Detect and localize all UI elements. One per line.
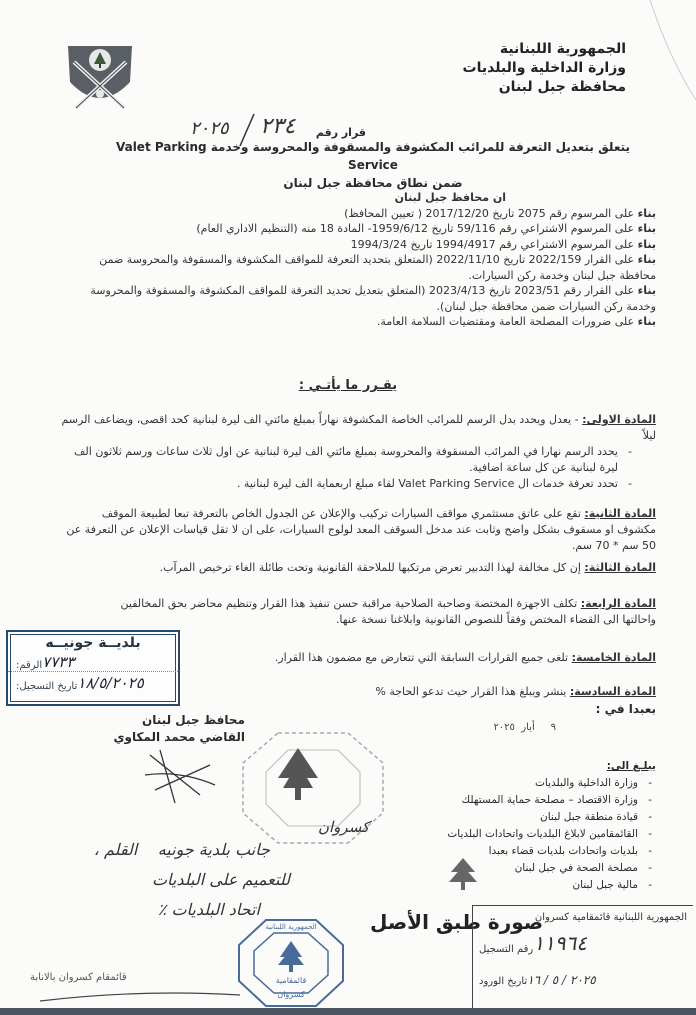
notify-item: - القائمقامين لابلاغ البلديات واتحادات البلديات bbox=[396, 826, 656, 843]
dated-day: ٩ bbox=[550, 722, 556, 733]
signatory-block bbox=[85, 712, 245, 746]
article-bullet: - تحدد تعرفة خدمات ال Valet Parking Service لقاء مبلغ اربعماية الف ليرة لبنانية . bbox=[60, 476, 636, 492]
article-bullet: - يحدد الرسم نهارا في المرائب المسقوفة والمحروسة بمبلغ مائتي الف ليرة لبنانية عن اول ثلاث ساعات ورسم ثلاثون الف ليرة لبنانية عن كل ساعة اضافية. bbox=[60, 444, 636, 476]
notify-item: - مصلحة الصحة في جبل لبنان bbox=[396, 860, 656, 877]
preamble-text: على القرار رقم 2023/51 تاريخ 2023/4/13 (المتعلق بتعديل تحديد التعرفة للمواقف المكشوفة والمسقوفة والمحروسة وخدمة ركن السيارات ضمن محافظة جبل لبنان). bbox=[90, 284, 656, 313]
preamble-intro: ان محافظ جبل لبنان bbox=[394, 191, 506, 204]
preamble bbox=[90, 190, 656, 330]
preamble-item bbox=[90, 314, 656, 330]
article-text: تقع على عاتق مستثمري مواقف السيارات تركيب والإعلان عن الجدول الخاص بالتعرفة تبعا لطبيعة الموقف مكشوف او مسقوف بشكل واضح وثابت عند مدخل السوقف المعد لولوج السيارات، على ان لا تقل قياسات الإعلان عن التعرفة عن 50 سم * 70 سم. bbox=[66, 507, 656, 552]
notify-item: - مالية جبل لبنان bbox=[396, 877, 656, 894]
ministry-name: وزارة الداخلية والبلديات bbox=[462, 60, 626, 76]
article-3 bbox=[60, 560, 656, 576]
article-label: المادة الثانية: bbox=[584, 507, 656, 520]
handwritten-line-2: القلم ، bbox=[93, 840, 138, 859]
registry-stamp bbox=[6, 630, 180, 706]
signatory-title: محافظ جبل لبنان bbox=[142, 713, 245, 727]
handwritten-line-3: للتعميم على البلديات bbox=[151, 870, 290, 889]
signatory-name: القاضي محمد المكاوي bbox=[113, 730, 245, 744]
article-label: المادة السادسة: bbox=[569, 685, 656, 698]
kaza-date-value: ٢٠٢٥ / ٥ / ١٦ bbox=[527, 973, 596, 987]
preamble-text: على القرار 2022/159 تاريخ 2022/11/10 (المتعلق بتحديد التعرفة للمواقف المكشوفة والمسقوفة والمحروسة ضمن محافظة جبل لبنان وخدمة ركن السيارات. bbox=[99, 253, 656, 282]
decision-year-handwritten: ٢٠٢٥ bbox=[190, 118, 229, 139]
dated-month: أيار bbox=[521, 722, 535, 733]
preamble-item bbox=[90, 237, 656, 253]
article-5 bbox=[180, 650, 656, 666]
preamble-lead: بناء bbox=[637, 237, 656, 251]
article-label: المادة الاولى: bbox=[582, 413, 656, 426]
kaza-date-label: تاريخ الورود bbox=[479, 976, 528, 987]
preamble-text: على المرسوم الاشتراعي رقم 59/116 تاريخ 1959/6/12- المادة 18 منه (التنظيم الاداري العام) bbox=[196, 222, 638, 235]
article-6 bbox=[180, 684, 656, 700]
lebanese-emblem-icon bbox=[64, 42, 136, 112]
kaza-date-row bbox=[473, 957, 693, 989]
preamble-item bbox=[90, 221, 656, 237]
notify-item: - وزارة الاقتصاد – مصلحة حماية المستهلك bbox=[396, 792, 656, 809]
preamble-text: على المرسوم رقم 2075 تاريخ 2017/12/20 ( تعيين المحافظ) bbox=[344, 206, 638, 220]
preamble-text: على المرسوم الاشتراعي رقم 1994/4917 تاريخ 1994/3/24 bbox=[350, 237, 638, 251]
bottom-edge bbox=[0, 1008, 696, 1015]
registry-date-label: تاريخ التسجيل: bbox=[16, 681, 78, 692]
article-2 bbox=[60, 506, 656, 554]
registry-date-row bbox=[8, 672, 178, 692]
kaza-reg-value: ١١٩٦٤ bbox=[533, 931, 587, 955]
preamble-lead: بناء bbox=[637, 222, 656, 235]
preamble-item bbox=[90, 283, 656, 314]
subject-line-1: يتعلق بتعديل التعرفة للمرائب المكشوفة والمسقوفة والمحروسة وخدمة Valet Parking Service bbox=[115, 140, 631, 172]
true-copy-stamp: صورة طبق الأصل bbox=[370, 910, 544, 934]
decision-subject bbox=[90, 138, 656, 192]
kaza-seal-icon bbox=[236, 917, 346, 1008]
handwritten-line-4: اتحاد البلديات ٪ bbox=[157, 900, 260, 919]
subject-line-2: ضمن نطاق محافظة جبل لبنان bbox=[283, 176, 463, 190]
article-4 bbox=[100, 596, 656, 628]
preamble-item bbox=[90, 206, 656, 222]
handwritten-kesrouan: كسروان bbox=[318, 818, 370, 836]
article-text: تلغى جميع القرارات السابقة التي تتعارض مع مضمون هذا القرار. bbox=[274, 651, 572, 664]
preamble-lead: بناء bbox=[637, 206, 656, 220]
decides-heading: يقـرر ما يأتـي : bbox=[298, 378, 398, 393]
preamble-item bbox=[90, 252, 656, 283]
dated-year: ٢٠٢٥ bbox=[493, 722, 515, 733]
article-text: ينشر ويبلغ هذا القرار حيث تدعو الحاجة % bbox=[375, 685, 570, 698]
preamble-lead: بناء bbox=[637, 284, 656, 297]
kaza-reg-row bbox=[473, 925, 693, 957]
article-text: - يعدل ويحدد بدل الرسم للمرائب الخاصة المكشوفة نهاراً بمبلغ مائتي الف ليرة لبنانية كحد اقصى، ويضاعف الرسم ليلاً bbox=[61, 413, 656, 442]
registry-number-value: ٧٧٣٣ bbox=[42, 653, 75, 671]
kaza-stamp-header: الجمهورية اللبنانية قائمقامية كسروان bbox=[534, 912, 687, 923]
notify-item: - وزارة الداخلية والبلديات bbox=[396, 775, 656, 792]
article-text: تكلف الاجهزة المختصة وصاحبة الصلاحية مراقبة حسن تنفيذ هذا القرار وتنظيم محاضر بحق المخالفين واحالتها الى القضاء المختص وفقاً للنصوص القانونية وابلاغنا نسخة عنها. bbox=[120, 597, 656, 626]
preamble-lead: بناء bbox=[637, 315, 656, 328]
article-1 bbox=[60, 412, 656, 492]
registry-number-row bbox=[8, 651, 178, 672]
article-label: المادة الرابعة: bbox=[580, 597, 656, 610]
handwritten-line bbox=[40, 835, 270, 865]
notify-item: - قيادة منطقة جبل لبنان bbox=[396, 809, 656, 826]
kaza-reg-label: رقم التسجيل bbox=[479, 944, 534, 955]
notify-item: - بلديات واتحادات بلديات قضاء بعبدا bbox=[396, 843, 656, 860]
kaza-registry-stamp bbox=[472, 905, 693, 1008]
article-label: المادة الثالثة: bbox=[584, 561, 656, 574]
letterhead bbox=[463, 40, 626, 97]
dated-label: بعبدا في : bbox=[595, 702, 656, 716]
article-text: إن كل مخالفة لهذا التدبير تعرض مرتكبها للملاحقة القانونية وتحت طائلة الغاء ترخيص المرآب. bbox=[159, 561, 585, 574]
preamble-text: على ضرورات المصلحة العامة ومقتضيات السلامة العامة. bbox=[376, 315, 638, 328]
signature-icon bbox=[140, 745, 220, 805]
handwritten-line-1: جانب بلدية جونيه bbox=[157, 840, 270, 859]
notify-heading: يبلـغ الى: bbox=[606, 760, 656, 772]
notify-list bbox=[396, 758, 656, 894]
republic-name: الجمهورية اللبنانية bbox=[499, 41, 626, 57]
cedar-icon bbox=[448, 856, 478, 892]
kaza-seal-top-text: الجمهورية اللبنانية bbox=[265, 923, 317, 931]
decision-label: قرار رقم bbox=[315, 126, 366, 139]
article-label: المادة الخامسة: bbox=[571, 651, 656, 664]
dated-value bbox=[493, 722, 556, 733]
registry-date-value: ١٨/٥/٢٠٢٥ bbox=[77, 674, 144, 692]
bottom-note: قائمقام كسروان بالانابة bbox=[30, 972, 127, 983]
underline-scribble bbox=[40, 985, 240, 1005]
kaza-seal-bottom-text: كسروان bbox=[277, 990, 305, 999]
registry-number-label: الرقم: bbox=[16, 660, 43, 671]
governorate-name: محافظة جبل لبنان bbox=[498, 79, 626, 95]
registry-stamp-title: بلديــة جونيــه bbox=[45, 635, 141, 651]
handwritten-notes bbox=[40, 835, 300, 925]
preamble-lead: بناء bbox=[637, 253, 656, 266]
decision-number-handwritten: ٢٣٤ bbox=[260, 114, 296, 139]
kaza-seal-mid-text: قائمقامية bbox=[275, 976, 307, 985]
